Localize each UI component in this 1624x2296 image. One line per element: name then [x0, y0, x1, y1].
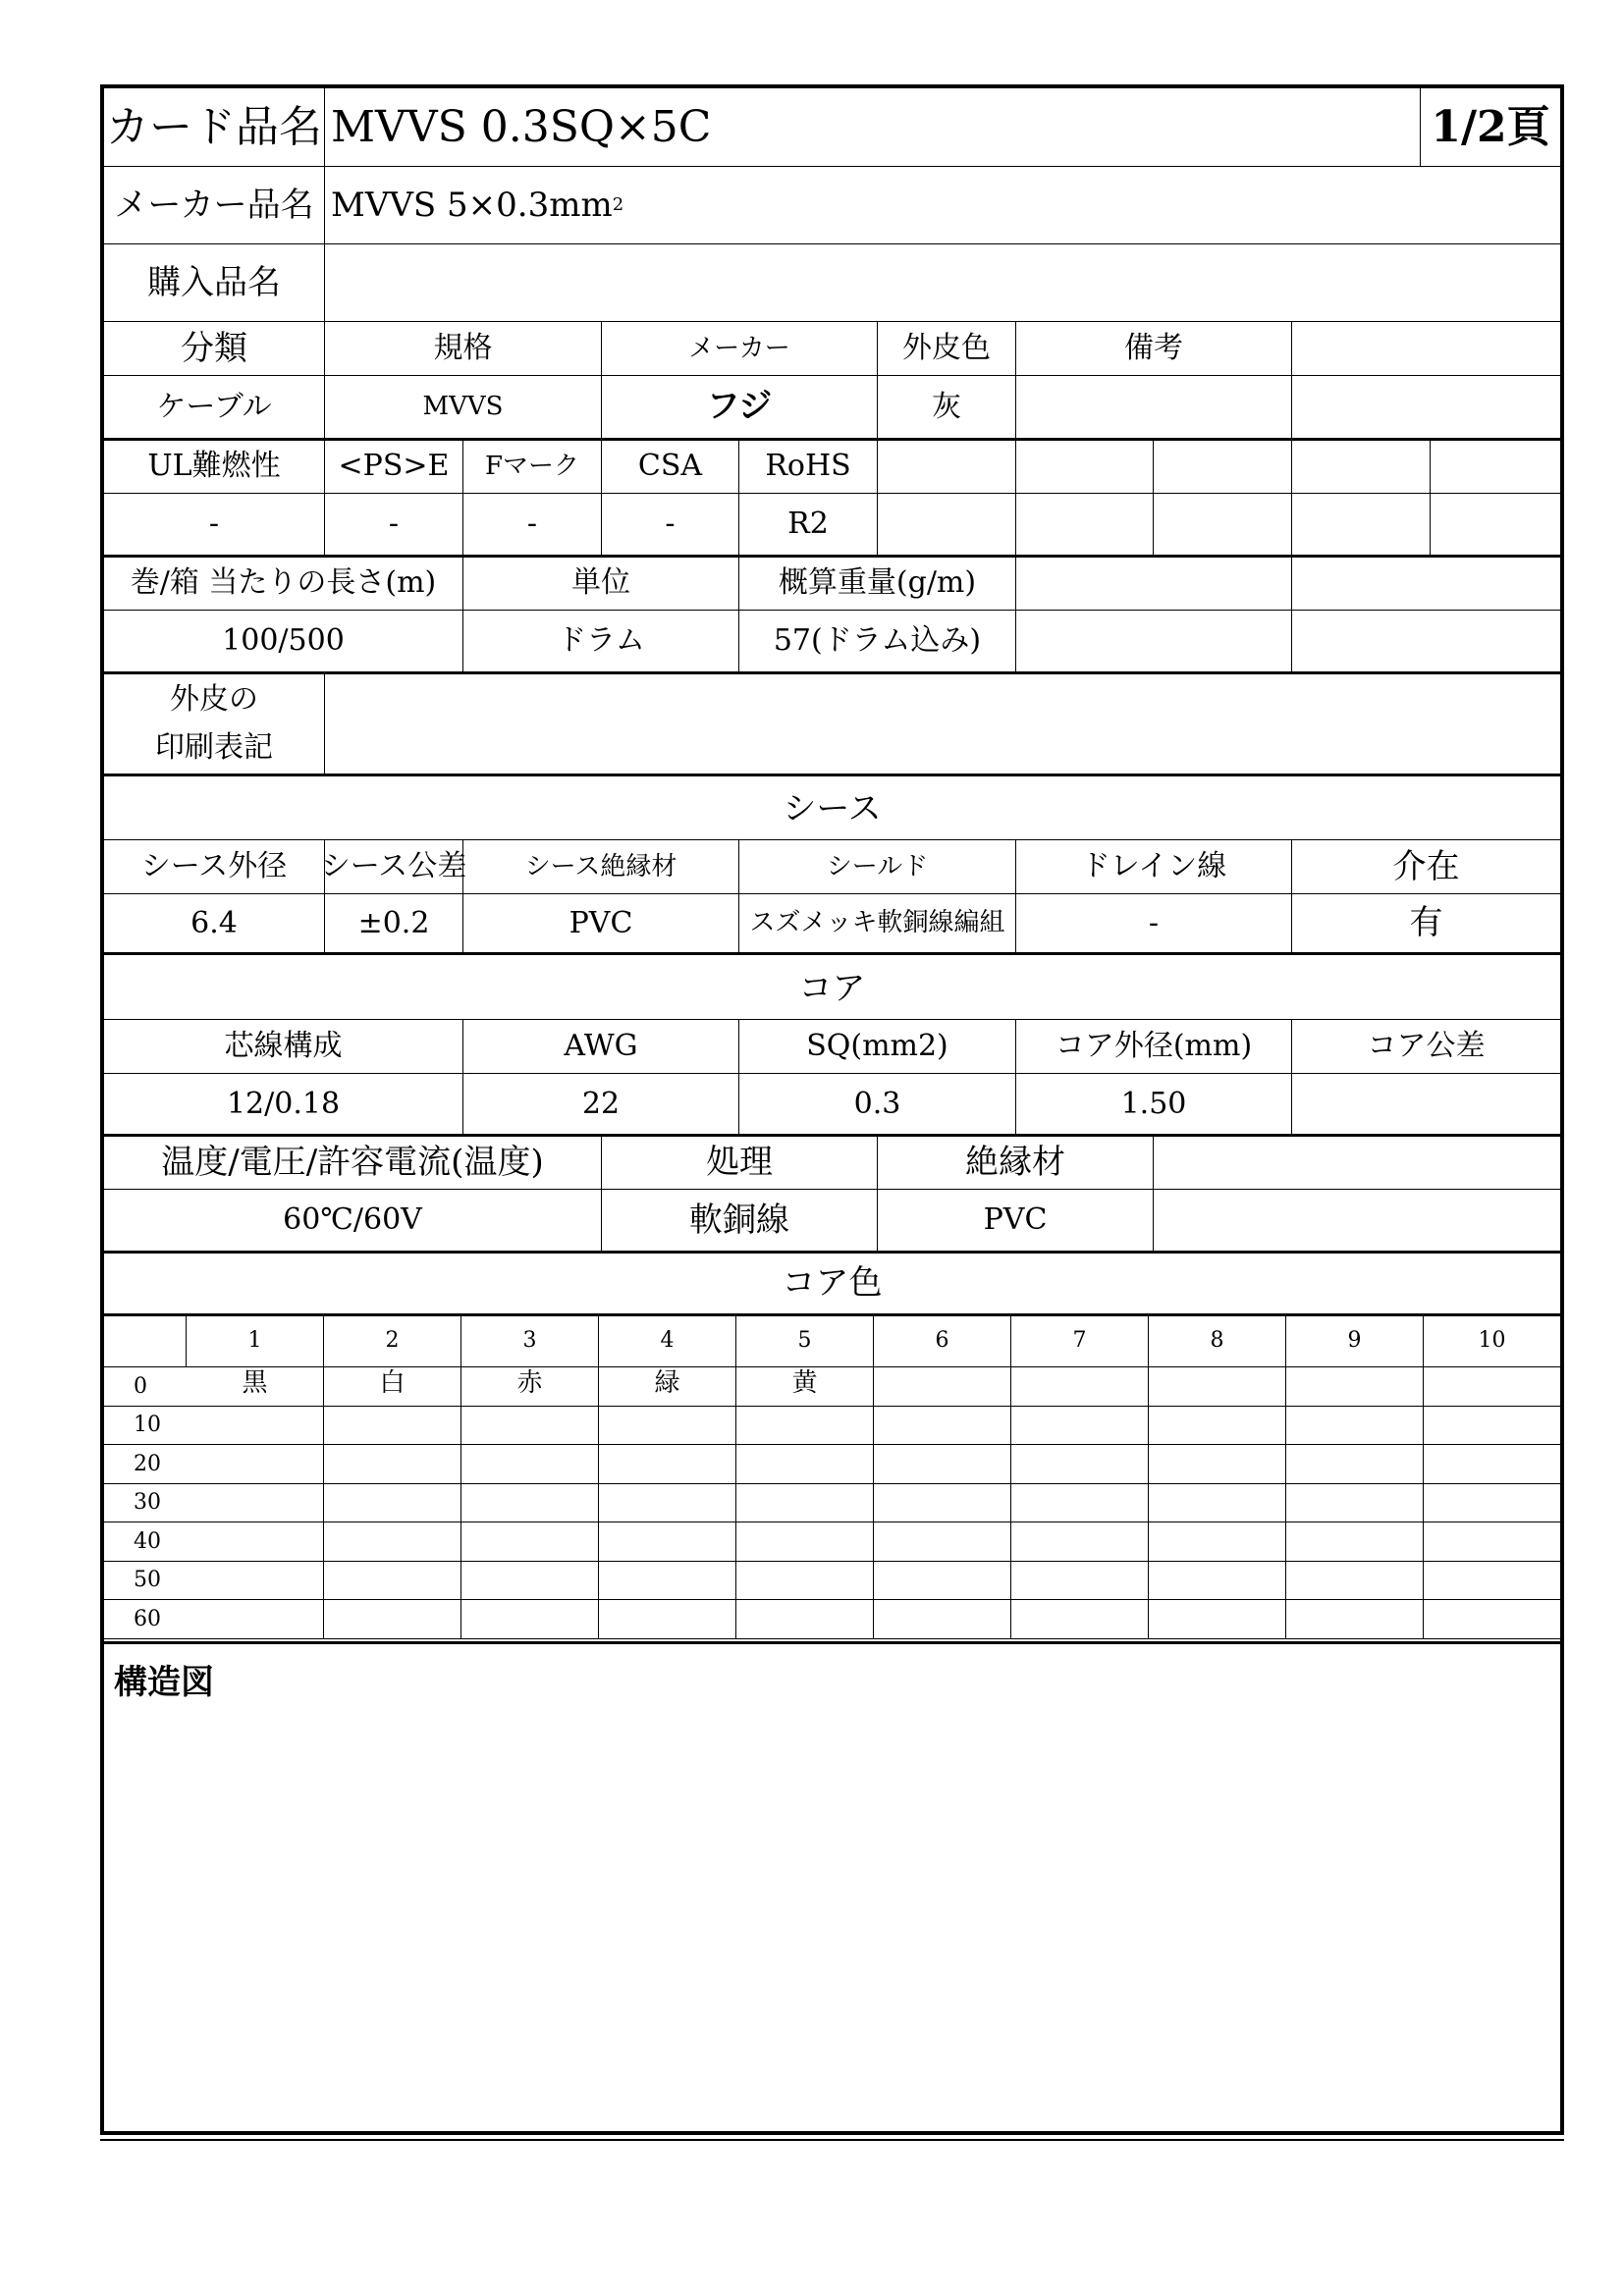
rating-value: 60℃/60V [104, 1190, 602, 1252]
color-cell [187, 1484, 324, 1523]
purchase-name-value [325, 244, 1560, 322]
color-column-header: 7 [1011, 1315, 1149, 1367]
core-extra-value [1154, 1190, 1560, 1252]
color-cell [1011, 1522, 1149, 1562]
print-label-line1: 外皮の [170, 681, 258, 717]
color-cell [1011, 1407, 1149, 1446]
color-row-label: 50 [104, 1562, 187, 1601]
color-cell [1011, 1445, 1149, 1484]
core-title: コア [104, 958, 1560, 1020]
unit-value: ドラム [463, 611, 739, 672]
color-column-header: 10 [1424, 1315, 1560, 1367]
color-row-label: 10 [104, 1407, 187, 1446]
color-cell [1424, 1484, 1560, 1523]
color-cell [461, 1407, 599, 1446]
color-cell [1149, 1562, 1286, 1601]
core-od-header: コア外径(mm) [1016, 1020, 1292, 1074]
print-value [325, 673, 1560, 774]
color-cell [736, 1484, 874, 1523]
cert-value-10 [1431, 494, 1560, 556]
color-cell: 緑 [599, 1367, 736, 1407]
shield-header: シールド [739, 840, 1016, 894]
color-cell [1149, 1600, 1286, 1639]
color-cell [187, 1600, 324, 1639]
sheath-ins-value: PVC [463, 894, 739, 953]
color-cell [1011, 1367, 1149, 1407]
color-cell [1286, 1484, 1424, 1523]
color-cell [874, 1600, 1011, 1639]
core-tol-header: コア公差 [1292, 1020, 1560, 1074]
conductor-value: 12/0.18 [104, 1074, 463, 1135]
color-cell [1424, 1522, 1560, 1562]
cert-value-7 [1016, 494, 1154, 556]
sq-header: SQ(mm2) [739, 1020, 1016, 1074]
sheath-ins-header: シース絶縁材 [463, 840, 739, 894]
color-cell [1424, 1600, 1560, 1639]
ul-header: UL難燃性 [104, 440, 325, 494]
color-cell [874, 1407, 1011, 1446]
treatment-header: 処理 [602, 1136, 878, 1190]
color-row-label: 30 [104, 1484, 187, 1523]
color-cell [599, 1445, 736, 1484]
card-name-label: カード品名 [104, 88, 325, 167]
color-cell: 白 [324, 1367, 461, 1407]
color-cell [324, 1600, 461, 1639]
color-cell [874, 1445, 1011, 1484]
color-cell [324, 1445, 461, 1484]
unit-header: 単位 [463, 557, 739, 611]
color-cell [461, 1562, 599, 1601]
color-cell [324, 1407, 461, 1446]
color-row-label: 40 [104, 1522, 187, 1562]
maker-name-value: MVVS 5×0.3mm [331, 185, 613, 225]
fmark-header: Fマーク [463, 440, 602, 494]
weight-header: 概算重量(g/m) [739, 557, 1016, 611]
color-cell [599, 1484, 736, 1523]
class-header: 分類 [104, 322, 325, 376]
color-cell [599, 1562, 736, 1601]
sheath-od-header: シース外径 [104, 840, 325, 894]
color-cell [461, 1600, 599, 1639]
csa-value: - [602, 494, 739, 556]
core-color-grid [104, 1315, 1560, 1639]
color-grid-corner [104, 1315, 187, 1367]
color-row-label: 60 [104, 1600, 187, 1639]
length-value: 100/500 [104, 611, 463, 672]
maker-header: メーカー [602, 322, 878, 376]
color-cell [1286, 1445, 1424, 1484]
color-cell [1286, 1522, 1424, 1562]
color-column-header: 9 [1286, 1315, 1424, 1367]
filler-value: 有 [1292, 894, 1560, 953]
pack-value-4 [1016, 611, 1292, 672]
color-cell [874, 1562, 1011, 1601]
pack-header-4 [1016, 557, 1292, 611]
class-value: ケーブル [104, 376, 325, 439]
color-cell [874, 1367, 1011, 1407]
cert-value-6 [878, 494, 1016, 556]
color-cell [1424, 1407, 1560, 1446]
pse-header: <PS>E [325, 440, 463, 494]
print-label [104, 673, 325, 774]
color-cell [187, 1562, 324, 1601]
rohs-header: RoHS [739, 440, 878, 494]
color-column-header: 6 [874, 1315, 1011, 1367]
purchase-name-label: 購入品名 [104, 244, 325, 322]
sheath-color-header: 外皮色 [878, 322, 1016, 376]
color-cell [736, 1445, 874, 1484]
color-cell [736, 1522, 874, 1562]
drain-value: - [1016, 894, 1292, 953]
sheath-title: シース [104, 779, 1560, 840]
awg-value: 22 [463, 1074, 739, 1135]
extra-value [1292, 376, 1560, 439]
insulation-value: PVC [878, 1190, 1154, 1252]
color-cell [599, 1600, 736, 1639]
shield-value: スズメッキ軟銅線編組 [739, 894, 1016, 953]
conductor-header: 芯線構成 [104, 1020, 463, 1074]
print-label-line2: 印刷表記 [155, 730, 273, 765]
csa-header: CSA [602, 440, 739, 494]
color-cell [736, 1600, 874, 1639]
color-cell [1149, 1484, 1286, 1523]
color-cell [1011, 1562, 1149, 1601]
core-extra-header [1154, 1136, 1560, 1190]
drain-header: ドレイン線 [1016, 840, 1292, 894]
color-cell [187, 1522, 324, 1562]
ul-value: - [104, 494, 325, 556]
remarks-header: 備考 [1016, 322, 1292, 376]
extra-header [1292, 322, 1560, 376]
color-cell [324, 1522, 461, 1562]
sheath-color-value: 灰 [878, 376, 1016, 439]
color-cell [874, 1484, 1011, 1523]
color-cell [874, 1522, 1011, 1562]
color-cell [736, 1562, 874, 1601]
color-cell [1424, 1445, 1560, 1484]
core-tol-value [1292, 1074, 1560, 1135]
standard-value: MVVS [325, 376, 602, 439]
cert-value-9 [1292, 494, 1431, 556]
color-cell [1011, 1600, 1149, 1639]
maker-name-label: メーカー品名 [104, 167, 325, 244]
color-cell [1149, 1522, 1286, 1562]
maker-name-cell [325, 167, 1560, 244]
sheath-tol-value: ±0.2 [325, 894, 463, 953]
core-od-value: 1.50 [1016, 1074, 1292, 1135]
color-row-label: 0 [104, 1367, 187, 1407]
color-cell [1424, 1562, 1560, 1601]
remarks-value [1016, 376, 1292, 439]
color-cell [1286, 1562, 1424, 1601]
color-cell: 黄 [736, 1367, 874, 1407]
color-cell [599, 1407, 736, 1446]
color-cell [187, 1407, 324, 1446]
color-column-header: 1 [187, 1315, 324, 1367]
color-column-header: 5 [736, 1315, 874, 1367]
color-cell [461, 1445, 599, 1484]
maker-value: フジ [602, 376, 878, 439]
section-divider [104, 952, 1560, 955]
color-column-header: 2 [324, 1315, 461, 1367]
section-divider [104, 774, 1560, 776]
color-column-header: 8 [1149, 1315, 1286, 1367]
card-name-value: MVVS 0.3SQ×5C [325, 88, 1421, 167]
color-column-header: 3 [461, 1315, 599, 1367]
pack-value-5 [1292, 611, 1560, 672]
weight-value: 57(ドラム込み) [739, 611, 1016, 672]
sq-value: 0.3 [739, 1074, 1016, 1135]
color-cell [187, 1445, 324, 1484]
cert-header-10 [1431, 440, 1560, 494]
treatment-value: 軟銅線 [602, 1190, 878, 1252]
fmark-value: - [463, 494, 602, 556]
color-cell [1011, 1484, 1149, 1523]
color-cell [1286, 1367, 1424, 1407]
color-cell [599, 1522, 736, 1562]
insulation-header: 絶縁材 [878, 1136, 1154, 1190]
color-cell [1149, 1367, 1286, 1407]
color-row-label: 20 [104, 1445, 187, 1484]
color-cell [1424, 1367, 1560, 1407]
maker-name-superscript: 2 [612, 193, 624, 215]
color-cell [461, 1522, 599, 1562]
color-cell [461, 1484, 599, 1523]
cert-header-6 [878, 440, 1016, 494]
sheath-tol-header: シース公差 [325, 840, 463, 894]
sheath-od-value: 6.4 [104, 894, 325, 953]
page-number: 1/2頁 [1421, 88, 1560, 167]
core-colors-title: コア色 [104, 1253, 1560, 1314]
structure-label: 構造図 [114, 1663, 214, 1702]
spec-sheet [100, 84, 1564, 2135]
cert-header-9 [1292, 440, 1431, 494]
rating-header: 温度/電圧/許容電流(温度) [104, 1136, 602, 1190]
color-cell [1286, 1407, 1424, 1446]
color-cell: 黒 [187, 1367, 324, 1407]
color-cell [736, 1407, 874, 1446]
color-cell [1286, 1600, 1424, 1639]
structure-area [104, 1644, 1560, 2127]
color-cell [324, 1562, 461, 1601]
color-column-header: 4 [599, 1315, 736, 1367]
color-cell [1149, 1445, 1286, 1484]
cert-value-8 [1154, 494, 1292, 556]
color-cell: 赤 [461, 1367, 599, 1407]
cert-header-7 [1016, 440, 1154, 494]
color-cell [324, 1484, 461, 1523]
awg-header: AWG [463, 1020, 739, 1074]
pse-value: - [325, 494, 463, 556]
pack-header-5 [1292, 557, 1560, 611]
length-header: 巻/箱 当たりの長さ(m) [104, 557, 463, 611]
cert-header-8 [1154, 440, 1292, 494]
filler-header: 介在 [1292, 840, 1560, 894]
standard-header: 規格 [325, 322, 602, 376]
rohs-value: R2 [739, 494, 878, 556]
color-cell [1149, 1407, 1286, 1446]
